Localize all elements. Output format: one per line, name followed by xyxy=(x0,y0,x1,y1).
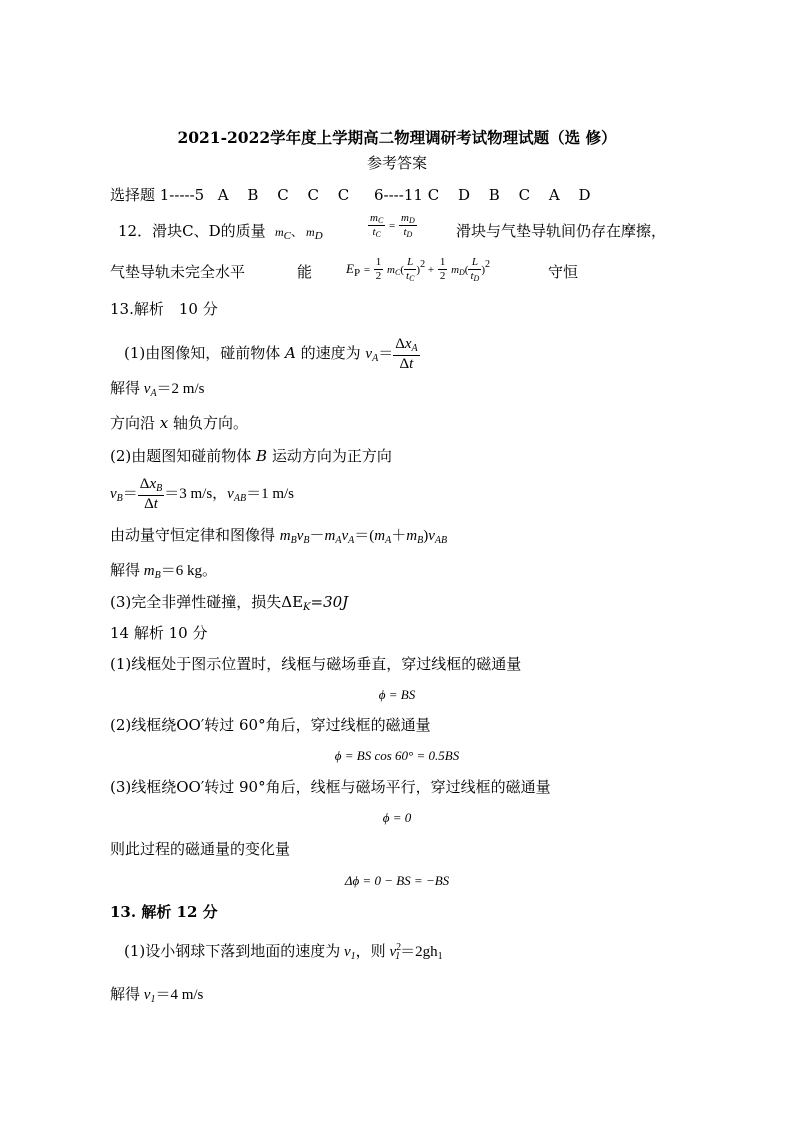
q13-p3-text: (3)完全非弹性碰撞，损失ΔE xyxy=(110,593,304,611)
page-subtitle: 参考答案 xyxy=(366,154,427,172)
q13-sol2-label: 解得 xyxy=(110,563,141,579)
q14-part3: (3)线框绕OO′转过 90°角后，线框与磁场平行，穿过线框的磁通量 xyxy=(110,778,551,796)
choice-label-1: 选择题 1-----5 xyxy=(110,186,205,204)
q15-solve-v1: 解得 $v_1=4$ m/s xyxy=(110,987,204,1005)
q13-vb-value: ＝3 m/s， xyxy=(164,485,228,502)
q15-p1b-text: ，则 xyxy=(355,942,386,960)
q13-part1: (1)由图像知，碰前物体 A 的速度为 $v_A=$ $\frac{\Delta x_A}{\Delta t}$ xyxy=(124,336,418,372)
q14-part4: 则此过程的磁通量的变化量 xyxy=(110,840,291,858)
q13-vb-formula: $v_B=$ $\frac{\Delta x_B}{\Delta t}$ ＝3 m/s，$v_{AB}=1$ m/s xyxy=(110,476,294,512)
q12-masses: $m_C$、 $m_D$ xyxy=(275,225,323,242)
q15-sol-label: 解得 xyxy=(110,987,141,1003)
choice-answer: B xyxy=(247,186,259,204)
q14-part2: (2)线框绕OO′转过 60°角后，穿过线框的磁通量 xyxy=(110,716,431,734)
q15-p1-text: (1)设小钢球下落到地面的速度为 xyxy=(124,942,341,960)
q14-formula-2: ϕ = BS cos 60° = 0.5BS xyxy=(334,748,460,763)
q13-p3b-text: =30J xyxy=(310,593,349,611)
q13-dir-b-text: 轴负方向。 xyxy=(173,414,249,432)
q13-mb-value: ＝6 kg。 xyxy=(160,563,217,579)
choice-answer: D xyxy=(578,186,591,204)
q15-p1c-text: ＝2gh xyxy=(400,944,438,960)
q13-va-value: ＝2 m/s xyxy=(156,381,205,397)
q13-mom-text: 由动量守恒定律和图像得 xyxy=(110,526,276,544)
q13-solve-va: 解得 $v_A=2$ m/s xyxy=(110,381,205,399)
q12-line-2: 气垫导轨未完全水平 xyxy=(110,263,246,281)
q13-solve-mb: 解得 $m_B=6$ kg。 xyxy=(110,563,217,581)
q12-half-den: 2 xyxy=(375,269,382,282)
choice-answer: C xyxy=(518,186,531,204)
q15-v1-value: ＝4 m/s xyxy=(155,987,204,1003)
q13-p1b-text: 的速度为 xyxy=(300,343,361,362)
q14-formula-1: ϕ = BS xyxy=(378,687,416,702)
q12-prefix: 12．滑块C、D的质量 xyxy=(118,222,266,240)
q12-energy-formula: $E_P$ = $\frac{1}{2}$ $m_C$( $\frac{L}{t_C}$ )$^2$ + $\frac{1}{2}$ $m_D$( $\frac{L}{t_D}$ )$^2$ xyxy=(346,256,490,283)
q13-dir-text: 方向沿 xyxy=(110,414,156,432)
choice-answer: C xyxy=(277,186,289,204)
q15-part1: (1)设小钢球下落到地面的速度为 $v_1$，则 $v^2_1=2gh_1$ xyxy=(124,942,443,962)
q14-heading: 14 解析 10 分 xyxy=(110,624,208,642)
q13-p2-text: (2)由题图知碰前物体 xyxy=(110,447,252,465)
q12-ep-sub: P xyxy=(353,266,361,279)
q13-p1-text: (1)由图像知，碰前物体 xyxy=(124,343,281,362)
q12-ratio-formula: $\frac{m_C}{t_C}$ = $\frac{m_D}{t_D}$ xyxy=(370,212,415,240)
q13-part3: (3)完全非弹性碰撞，损失$\Delta E_K=30J$ xyxy=(110,593,349,613)
q12-line-1 xyxy=(118,224,266,239)
choice-label-2: 6----11 xyxy=(374,186,423,204)
q13-direction: 方向沿 x 轴负方向。 xyxy=(110,414,249,432)
q14-formula-4: Δϕ = 0 − BS = −BS xyxy=(344,873,450,888)
choice-answer: C xyxy=(307,186,319,204)
page-title: 2021-2022学年度上学期高二物理调研考试物理试题（选 修） xyxy=(177,128,617,147)
q13-vab-value: ＝1 m/s xyxy=(246,485,294,502)
choice-answer: C xyxy=(427,186,440,204)
q12-can: 能 xyxy=(297,263,313,281)
q13-p2b-text: 运动方向为正方向 xyxy=(271,447,392,465)
choice-answer: C xyxy=(337,186,350,204)
q14-formula-3: ϕ = 0 xyxy=(382,810,412,825)
choice-answer: A xyxy=(217,186,229,204)
q13-momentum: 由动量守恒定律和图像得 $m_Bv_B-m_Av_A=(m_A+m_B)v_{AB}$ xyxy=(110,526,448,546)
choice-answer: D xyxy=(457,186,470,204)
choice-answer: B xyxy=(488,186,500,204)
q13-heading: 13.解析 10 分 xyxy=(110,300,218,318)
q12-half-num: 1 xyxy=(375,256,382,269)
q12-friction-text: 滑块与气垫导轨间仍存在摩擦， xyxy=(456,222,667,240)
q13-part2: (2)由题图知碰前物体 B 运动方向为正方向 xyxy=(110,447,392,465)
choice-answers xyxy=(110,188,591,203)
q14-part1: (1)线框处于图示位置时，线框与磁场垂直，穿过线框的磁通量 xyxy=(110,655,522,673)
choice-answer: A xyxy=(548,186,560,204)
q15-heading: 13. 解析 12 分 xyxy=(110,903,218,921)
q13-sol1-label: 解得 xyxy=(110,381,141,397)
q12-sep: 、 xyxy=(291,225,304,239)
q12-conserved: 守恒 xyxy=(548,263,579,281)
q12-ep: E xyxy=(346,260,354,276)
